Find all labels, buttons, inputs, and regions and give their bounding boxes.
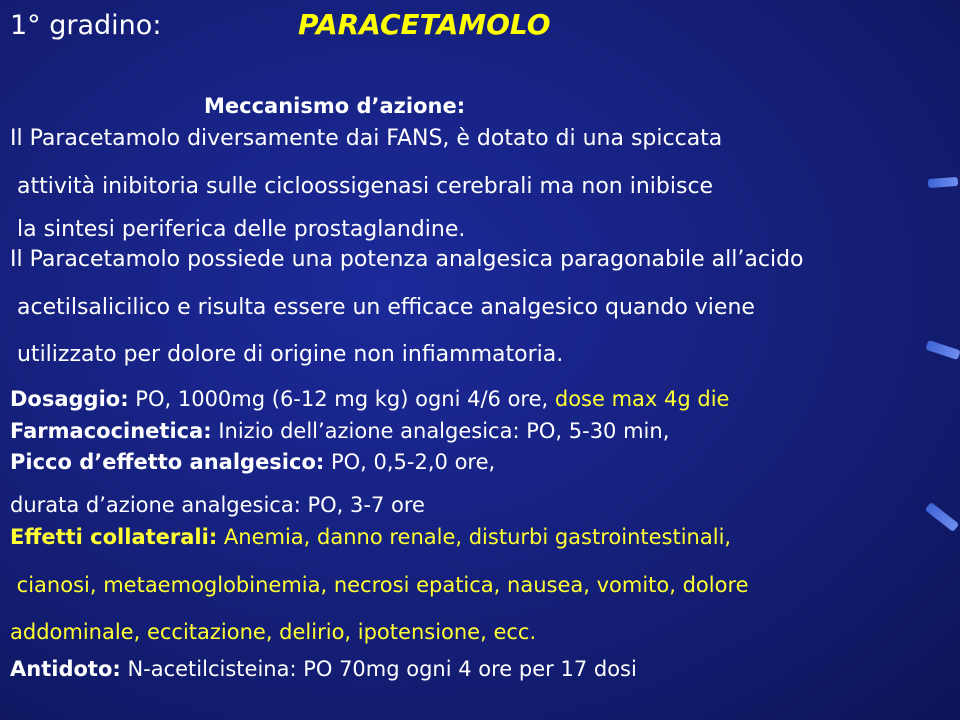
side-effects-line <box>10 524 731 550</box>
mechanism-line: attività inibitoria sulle cicloossigenasi cerebrali ma non inibisce <box>10 174 714 199</box>
dosage-max: dose max 4g die <box>554 387 730 411</box>
side-effects-line: cianosi, metaemoglobinemia, necrosi epatica, nausea, vomito, dolore <box>10 573 749 597</box>
mechanism-line: Il Paracetamolo possiede una potenza analgesica paragonabile all’acido <box>10 247 804 272</box>
peak-line <box>10 449 495 475</box>
side-effects-label: Effetti collaterali: <box>10 525 218 549</box>
dosage-text: PO, 1000mg (6-12 mg kg) ogni 4/6 ore, <box>128 387 555 411</box>
title-prefix: 1° gradino: <box>10 10 162 41</box>
dosage-label: Dosaggio: <box>10 387 129 411</box>
decorative-stroke <box>925 340 960 360</box>
mechanism-line: acetilsalicilico e risulta essere un efficace analgesico quando viene <box>10 295 755 320</box>
section-heading-mechanism: Meccanismo d’azione: <box>204 94 466 118</box>
pharmacokinetics-line <box>10 418 669 444</box>
pharmacokinetics-label: Farmacocinetica: <box>10 419 212 443</box>
page-title: PARACETAMOLO <box>298 8 551 41</box>
mechanism-line: utilizzato per dolore di origine non infiammatoria. <box>10 342 564 367</box>
mechanism-line: la sintesi periferica delle prostaglandine. <box>10 217 466 242</box>
pharmacokinetics-text: Inizio dell’azione analgesica: PO, 5-30 min, <box>211 419 670 443</box>
dosage-line <box>10 386 729 412</box>
antidote-text: N-acetilcisteina: PO 70mg ogni 4 ore per 17 dosi <box>120 657 637 681</box>
duration-line: durata d’azione analgesica: PO, 3-7 ore <box>10 493 425 517</box>
antidote-line <box>10 656 637 682</box>
peak-label: Picco d’effetto analgesico: <box>10 450 325 474</box>
side-effects-text: Anemia, danno renale, disturbi gastrointestinali, <box>217 525 732 549</box>
decorative-stroke <box>928 177 959 188</box>
mechanism-line: Il Paracetamolo diversamente dai FANS, è dotato di una spiccata <box>10 126 723 151</box>
antidote-label: Antidoto: <box>10 657 121 681</box>
side-effects-line: addominale, eccitazione, delirio, ipotensione, ecc. <box>10 620 537 644</box>
peak-text: PO, 0,5-2,0 ore, <box>324 450 496 474</box>
decorative-stroke <box>925 502 960 532</box>
